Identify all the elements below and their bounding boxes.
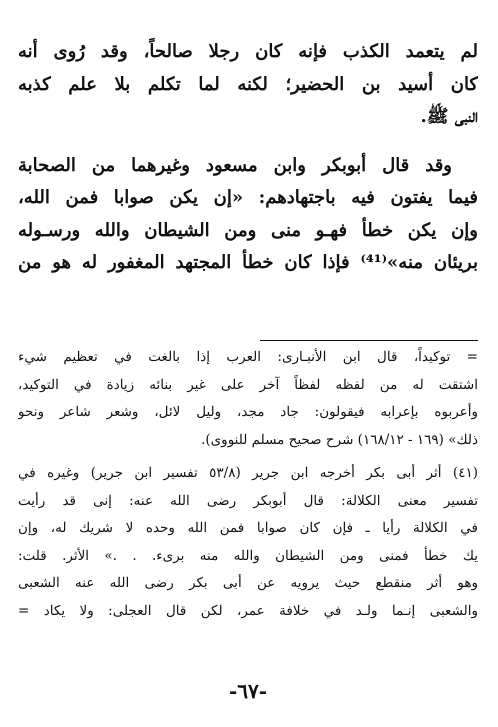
footnote-line: والشعبى إنـما ولـد في خلافة عمر، لكن قال العجلى: ولا يكاد = [18, 602, 478, 619]
footnote-line: في الكلالة رأيا ـ فإن كان صوابا فمن الله وحده لا شريك له، وإن [18, 520, 478, 536]
main-text [18, 36, 478, 280]
footnote-line: (٤١) أثر أبى بكر أخرجه ابن جرير (٥٣/٨ تفسير ابن جرير) وغيره في [18, 465, 478, 481]
text-line: كان أسيد بن الحضير؛ لكنه لما تكلم بلا علم كذبه [18, 73, 478, 95]
text-line: لم يتعمد الكذب فإنه كان رجلا صالحاً، وقد رُوى أنه [18, 41, 478, 62]
text-line: وقد قال أبوبكر وابن مسعود وغيرهما من الصحابة [18, 154, 452, 176]
text-line: وإن يكن خطأ فهـو منى ومن الشيطان والله ورسـوله [18, 219, 478, 241]
footnote-41 [18, 460, 478, 625]
paragraph-gap [18, 134, 478, 150]
book-page [18, 0, 478, 727]
text-line: النبى ﷺ. [420, 106, 478, 127]
footnote-divider [260, 340, 478, 341]
footnote-line: وهو أثر منقطع حيث يرويه عن أبى بكر رضى الله عنه الشعبى [18, 575, 478, 591]
paragraph-2 [18, 150, 478, 280]
footnote-continuation [18, 344, 478, 454]
footnote-line: تفسير معنى الكلالة: قال أبوبكر رضى الله عنه: إنى قد رأيت [18, 492, 478, 509]
text-line: فيما يفتون فيه باجتهادهم: «إن يكن صوابا فمن الله، [18, 187, 478, 208]
footnote-line: اشتقت له من لفظه لفظاً آخر على غير بنائه زيادة في التوكيد، [18, 376, 478, 393]
footnotes [18, 344, 478, 625]
footnote-line: = توكيداً، قال ابن الأنبـارى: العرب إذا بالغت في تعظيم شيء [18, 349, 478, 365]
footnote-line: وأعربوه بإعرابه فيقولون: جاد مجد، وليل لائل، وشعر شاعر ونحو [18, 404, 478, 420]
text-line: بريئان منه»⁽⁴¹⁾ فإذا كان خطأ المجتهد المغفور له هو من [18, 252, 478, 273]
paragraph-1 [18, 36, 478, 134]
footnote-line: يك خطأ فمنى ومن الشيطان والله منه برىء. . .» الأثر. قلت: [18, 547, 478, 564]
page-number: -٦٧- [228, 679, 268, 703]
footnote-line: ذلك» (١٦٩ - ١٦٨/١٢) شرح صحيح مسلم للنووى). [201, 431, 478, 448]
